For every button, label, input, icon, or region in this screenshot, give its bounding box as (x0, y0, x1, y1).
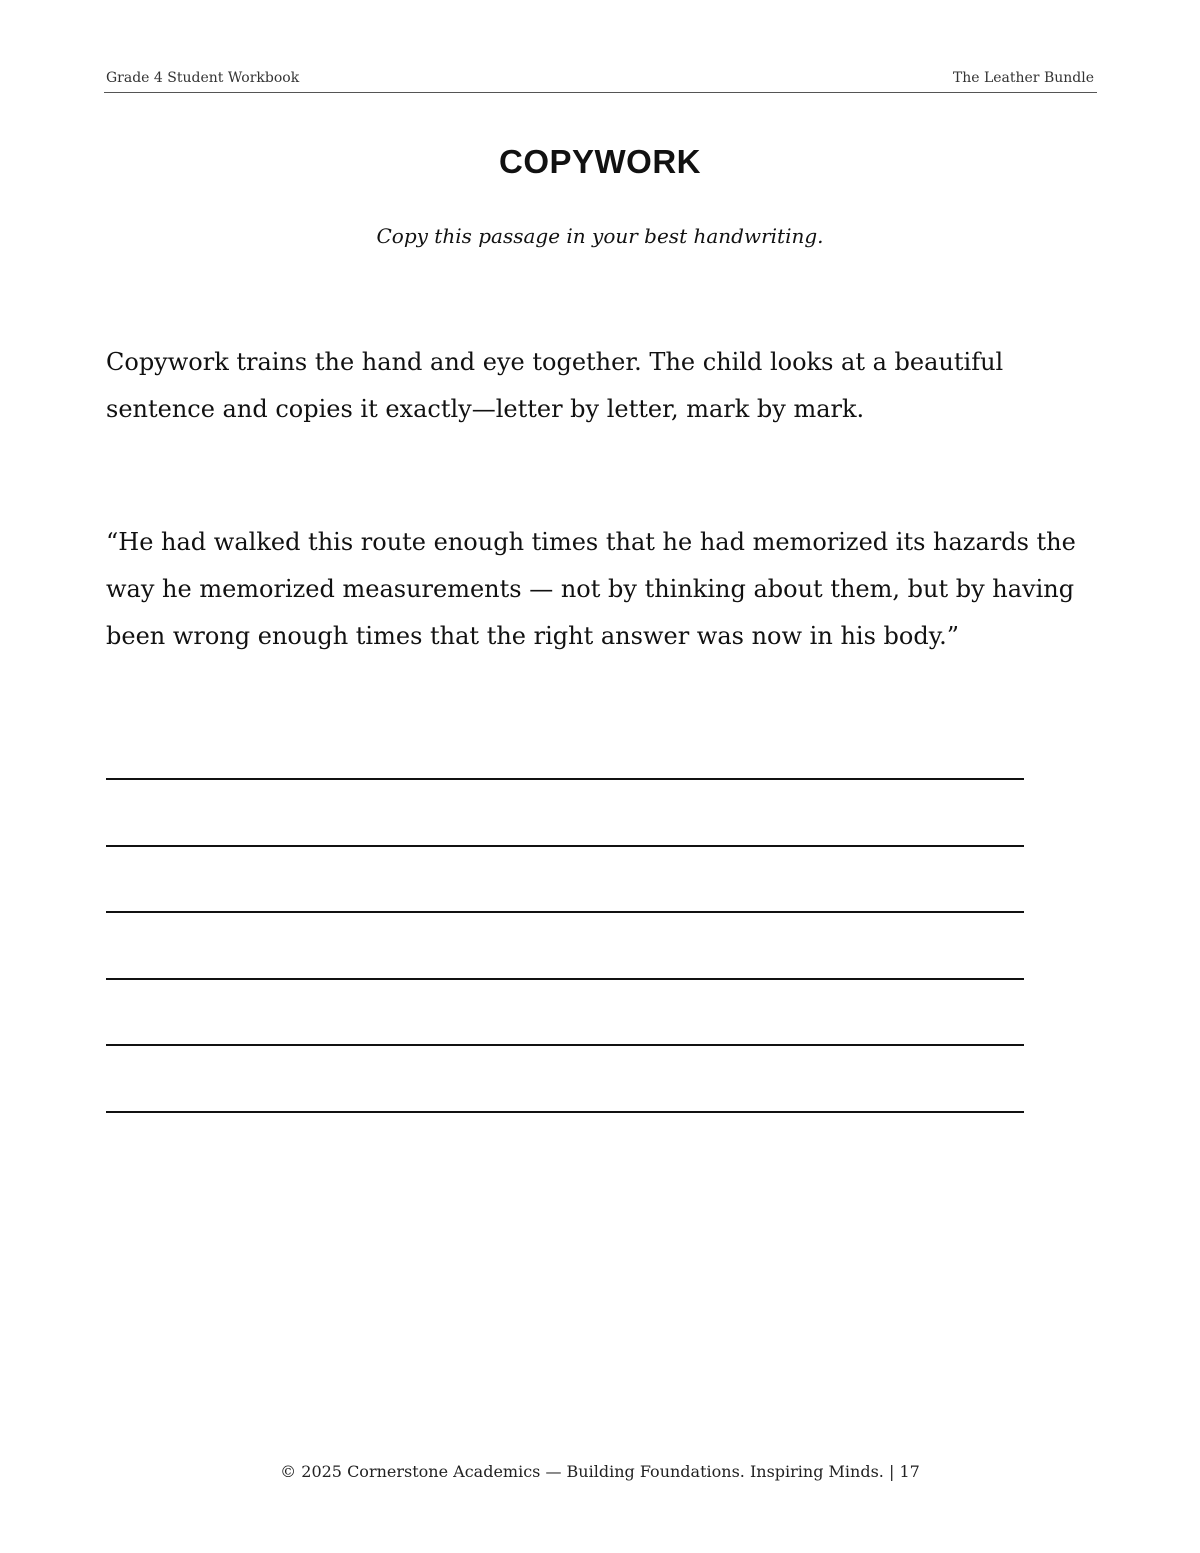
page-header (104, 68, 1097, 93)
writing-line[interactable] (106, 1044, 1024, 1046)
page-title: COPYWORK (499, 143, 701, 180)
writing-line[interactable] (106, 978, 1024, 980)
writing-line[interactable] (106, 778, 1024, 780)
intro-paragraph: Copywork trains the hand and eye together. The child looks at a beautiful sentence and copies it exactly—letter by letter, mark by mark. (106, 348, 1004, 423)
page-footer: © 2025 Cornerstone Academics — Building Foundations. Inspiring Minds. | 17 (280, 1462, 920, 1481)
writing-line[interactable] (106, 911, 1024, 913)
book-title-label: The Leather Bundle (952, 70, 1094, 86)
copywork-passage: “He had walked this route enough times that he had memorized its hazards the way he memorized measurements — not by thinking about them, but by having been wrong enough times that the right answer was now in his body.” (106, 528, 1076, 650)
writing-line[interactable] (106, 845, 1024, 847)
writing-line[interactable] (106, 1111, 1024, 1113)
instruction-text: Copy this passage in your best handwriting. (376, 224, 824, 248)
workbook-label: Grade 4 Student Workbook (106, 70, 300, 86)
